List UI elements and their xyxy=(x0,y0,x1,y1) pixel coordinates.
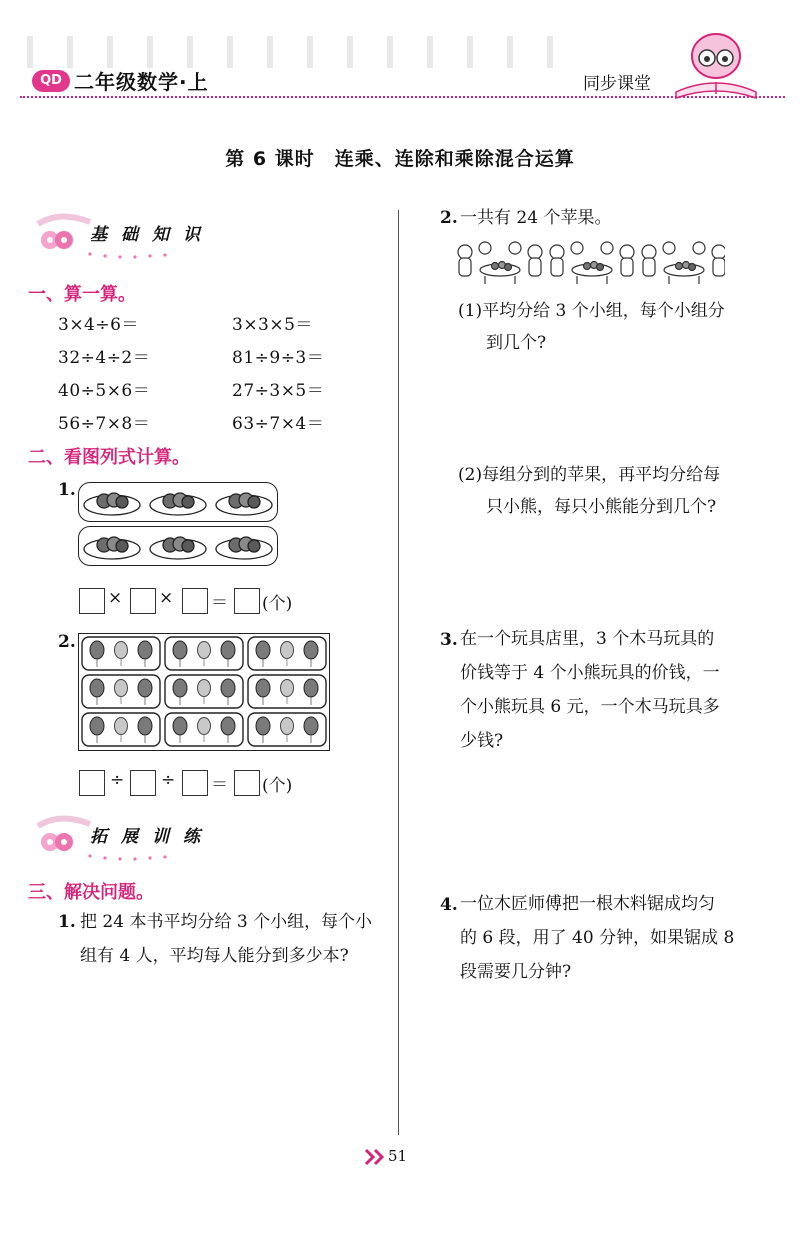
mascot-icon xyxy=(676,34,756,98)
operator: ÷ xyxy=(161,770,176,790)
answer-box[interactable] xyxy=(182,588,208,614)
apple-plates-icon xyxy=(79,527,277,565)
answer-box[interactable] xyxy=(234,588,260,614)
header-section-label: 同步课堂 xyxy=(583,74,651,94)
part2-heading: 二、看图列式计算。 xyxy=(28,447,190,468)
operator: × xyxy=(159,588,174,608)
balloon-frame xyxy=(78,633,330,751)
balloon-grid-icon xyxy=(79,634,329,750)
question-text-line: 组有 4 人，平均每人能分到多少本? xyxy=(80,946,349,966)
question-number: 4. xyxy=(440,895,458,915)
column-divider xyxy=(398,210,399,1135)
header-divider xyxy=(20,96,785,98)
expression: 32÷4÷2＝ xyxy=(58,348,151,368)
plate-group xyxy=(78,482,278,522)
question-text-line: 个小熊玩具 6 元，一个木马玩具多 xyxy=(460,697,720,717)
double-chevron-right-icon xyxy=(364,1148,386,1166)
question-text-line: 价钱等于 4 个小熊玩具的价钱，一 xyxy=(460,663,720,683)
operator: ＝ xyxy=(211,775,228,795)
question-text-line: 段需要几分钟? xyxy=(460,962,572,982)
sub-question-line: (2)每组分到的苹果，再平均分给每 xyxy=(458,465,721,485)
series-badge: QD xyxy=(32,70,70,92)
operator: ÷ xyxy=(110,770,125,790)
question-number: 2. xyxy=(58,632,76,652)
plate-group xyxy=(78,526,278,566)
page-title: 第 6 课时 连乘、连除和乘除混合运算 xyxy=(225,148,575,170)
question-text-line: 一位木匠师傅把一根木料锯成均匀 xyxy=(460,894,715,914)
unit-label: (个) xyxy=(262,594,293,614)
sub-question-line: 到几个? xyxy=(486,333,547,353)
page-number: 51 xyxy=(388,1147,408,1165)
sub-question-line: (1)平均分给 3 个小组，每个小组分 xyxy=(458,301,725,321)
question-text-line: 把 24 本书平均分给 3 个小组，每个小 xyxy=(80,912,373,932)
book-title: 二年级数学·上 xyxy=(74,70,209,94)
bears-sharing-apples-illustration xyxy=(455,240,725,286)
answer-box[interactable] xyxy=(182,770,208,796)
expression: 63÷7×4＝ xyxy=(232,414,325,434)
question-number: 1. xyxy=(58,912,76,932)
question-text: 一共有 24 个苹果。 xyxy=(460,208,612,228)
part3-heading: 三、解决问题。 xyxy=(28,882,154,903)
answer-box[interactable] xyxy=(79,770,105,796)
question-number: 1. xyxy=(58,480,76,500)
expression: 27÷3×5＝ xyxy=(232,381,325,401)
sub-question-line: 只小熊，每只小熊能分到几个? xyxy=(486,497,717,517)
question-number: 2. xyxy=(440,208,458,228)
expression: 56÷7×8＝ xyxy=(58,414,151,434)
section-banner-label: 基础知识 xyxy=(90,225,214,245)
question-text-line: 少钱? xyxy=(460,731,504,751)
answer-box[interactable] xyxy=(130,588,156,614)
apple-plates-icon xyxy=(79,483,277,521)
expression: 3×4÷6＝ xyxy=(58,315,139,335)
answer-box[interactable] xyxy=(234,770,260,796)
expression: 3×3×5＝ xyxy=(232,315,313,335)
section-banner-basic xyxy=(30,210,230,260)
part1-heading: 一、算一算。 xyxy=(28,284,136,305)
operator: × xyxy=(108,588,123,608)
question-number: 3. xyxy=(440,630,458,650)
operator: ＝ xyxy=(211,593,228,613)
expression: 81÷9÷3＝ xyxy=(232,348,325,368)
section-banner-label: 拓展训练 xyxy=(90,827,214,847)
answer-box[interactable] xyxy=(130,770,156,796)
section-banner-extend xyxy=(30,812,230,862)
question-text-line: 在一个玩具店里，3 个木马玩具的 xyxy=(460,629,715,649)
unit-label: (个) xyxy=(262,776,293,796)
answer-box[interactable] xyxy=(79,588,105,614)
question-text-line: 的 6 段，用了 40 分钟，如果锯成 8 xyxy=(460,928,735,948)
expression: 40÷5×6＝ xyxy=(58,381,151,401)
